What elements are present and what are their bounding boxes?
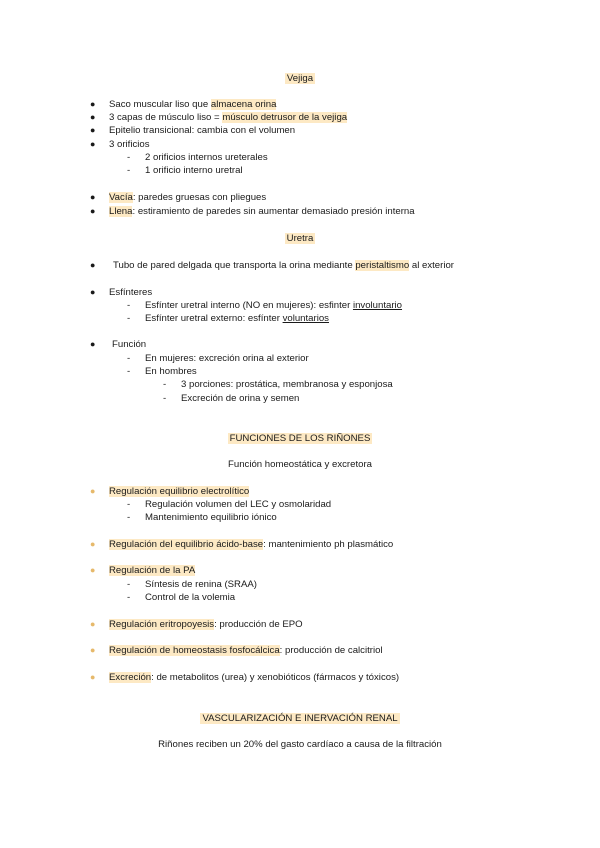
- vascular-heading: VASCULARIZACIÓN E INERVACIÓN RENAL: [202, 713, 398, 724]
- funciones-subtitle: Función homeostática y excretora: [228, 459, 372, 470]
- vascular-text: Riñones reciben un 20% del gasto cardíaco a causa de la filtración: [158, 739, 442, 750]
- document-page: Vejiga ● Saco muscular liso que almacena orina ● 3 capas de músculo liso = músculo detrusor de la vejiga ● Epitelio transicional: cambia con el volumen ● 3 orificios - 2 orificios internos ureterales - 1 orificio interno uretral ● Vacía: paredes gruesas con pliegues ● Llena: estiramiento de paredes sin aumentar demasiado presión interna Uretra ● Tubo de pared delgada que transporta la orina mediante peristaltismo al exterior ● Esfínteres - Esfínter uretral interno (NO en mujeres): esfinter involuntario - Esfínter uretral externo: esfínter voluntarios ● Función - En mujeres: excreción orina al exterior - En hombres - 3 porciones: prostática, membranosa y esponjosa - Excreción de orina y semen FUNCIONES DE LOS RIÑONES Función homeostática y excretora ● Regulación equilibrio electrolítico - Regulación volumen del LEC y osmolaridad - Mantenimiento equilibrio iónico ● Regulación del equilibrio ácido-base: mantenimiento ph plasmático ● Regulación de la PA - Síntesis de renina (SRAA) - Control de la volemia ● Regulación eritropoyesis: producción de EPO ● Regulación de homeostasis fosfocálcica: producción de calcitriol ● Excreción: de metabolitos (urea) y xenobióticos (fármacos y tóxicos) VASCULARIZACIÓN E INERVACIÓN RENAL Riñones reciben un 20% del gasto cardíaco a causa de la filtración: [0, 0, 600, 848]
- vejiga-heading: Vejiga: [286, 73, 314, 84]
- funciones-heading: FUNCIONES DE LOS RIÑONES: [229, 433, 371, 444]
- uretra-heading: Uretra: [286, 233, 314, 244]
